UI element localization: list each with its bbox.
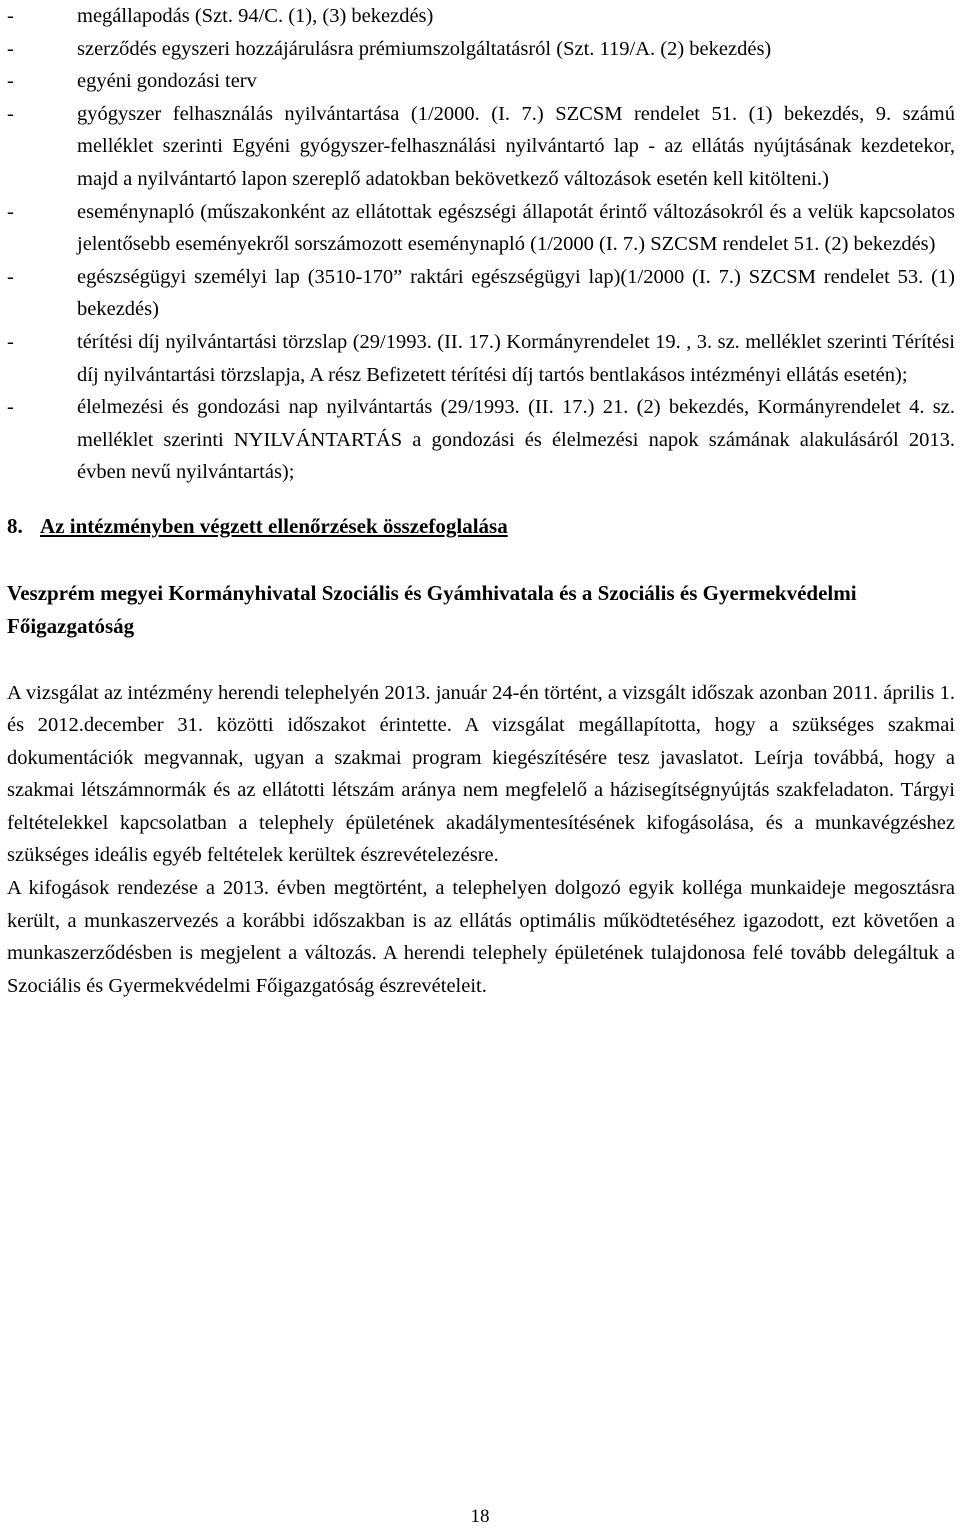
list-item — [7, 261, 955, 326]
document-page — [7, 0, 955, 1002]
list-item — [7, 391, 955, 489]
subsection-heading: Veszprém megyei Kormányhivatal Szociális és Gyámhivatala és a Szociális és Gyermekvédelmi Főigazgatóság — [7, 580, 857, 638]
list-item — [7, 196, 955, 261]
list-dash: - — [7, 265, 14, 288]
section-title: Az intézményben végzett ellenőrzések összefoglalása — [40, 513, 508, 538]
list-item-text: eseménynapló (műszakonként az ellátottak egészségi állapotát érintő változásokról és a velük kapcsolatos jelentősebb eseményekről sorszámozott eseménynapló (1/2000 (I. 7.) SZCSM rendelet 51. (2) bekezdés) — [77, 200, 955, 256]
list-item — [7, 326, 955, 391]
list-dash: - — [7, 396, 14, 419]
list-item-text: élelmezési és gondozási nap nyilvántartás (29/1993. (II. 17.) 21. (2) bekezdés, Kormányrendelet 4. sz. melléklet szerinti NYILVÁNTARTÁS a gondozási és élelmezési napok számának alakulásáról 2013. évben nevű nyilvántartás); — [77, 396, 955, 484]
list-item-text: egyéni gondozási terv — [77, 70, 257, 93]
list-item-text: gyógyszer felhasználás nyilvántartása (1/2000. (I. 7.) SZCSM rendelet 51. (1) bekezdés, 9. számú melléklet szerinti Egyéni gyógyszer-felhasználási nyilvántartó lap - az ellátás nyújtásának kezdetekor, majd a nyilvántartó lapon szereplő adatokban bekövetkező változások esetén kell kitölteni.) — [77, 102, 955, 190]
list-item — [7, 33, 955, 66]
document-list — [7, 0, 955, 489]
list-dash: - — [7, 70, 14, 93]
body-paragraph: A vizsgálat az intézmény herendi telephelyén 2013. január 24-én történt, a vizsgált időszak azonban 2011. április 1. és 2012.december 31. közötti időszakot érintette. A vizsgálat megállapította, hogy a szükséges szakmai dokumentációk megvannak, ugyan a szakmai program kiegészítésére tesz javaslatot. Leírja továbbá, hogy a szakmai létszámnormák és az ellátotti létszám aránya nem megfelelő a házisegítségnyújtás szakfeladaton. Tárgyi feltételekkel kapcsolatban a telephely épületének akadálymentesítésének kifogásolása, és a munkavégzéshez szükséges ideális egyéb feltételek kerültek észrevételezésre. — [7, 681, 955, 867]
list-item-text: térítési díj nyilvántartási törzslap (29/1993. (II. 17.) Kormányrendelet 19. , 3. sz. melléklet szerinti Térítési díj nyilvántartási törzslapja, A rész Befizetett térítési díj tartós bentlakásos intézményi ellátás esetén); — [77, 330, 955, 386]
list-item — [7, 0, 955, 33]
list-item-text: megállapodás (Szt. 94/C. (1), (3) bekezdés) — [77, 5, 434, 27]
list-dash: - — [7, 102, 14, 125]
list-dash: - — [7, 330, 14, 353]
list-item — [7, 65, 955, 98]
list-item-text: egészségügyi személyi lap (3510-170” raktári egészségügyi lap)(1/2000 (I. 7.) SZCSM rendelet 53. (1) bekezdés) — [77, 265, 955, 321]
page-number: 18 — [470, 1506, 490, 1527]
body-paragraph: A kifogások rendezése a 2013. évben megtörtént, a telephelyen dolgozó egyik kollégа munkaideje megosztásra került, a munkaszervezés a korábbi időszakban is az ellátás optimális működtetéséhez igazodott, ezt követően a munkaszerződésben is megjelent a változás. A herendi telephely épületének tulajdonosa felé tovább delegáltuk a Szociális és Gyermekvédelmi Főigazgatóság észrevételeit. — [7, 877, 955, 997]
section-heading — [7, 510, 955, 543]
list-dash: - — [7, 5, 14, 27]
list-dash: - — [7, 37, 14, 60]
list-dash: - — [7, 200, 14, 223]
list-item-text: szerződés egyszeri hozzájárulásra prémiumszolgáltatásról (Szt. 119/A. (2) bekezdés) — [77, 37, 772, 60]
list-item — [7, 98, 955, 196]
section-number: 8. — [7, 513, 23, 538]
